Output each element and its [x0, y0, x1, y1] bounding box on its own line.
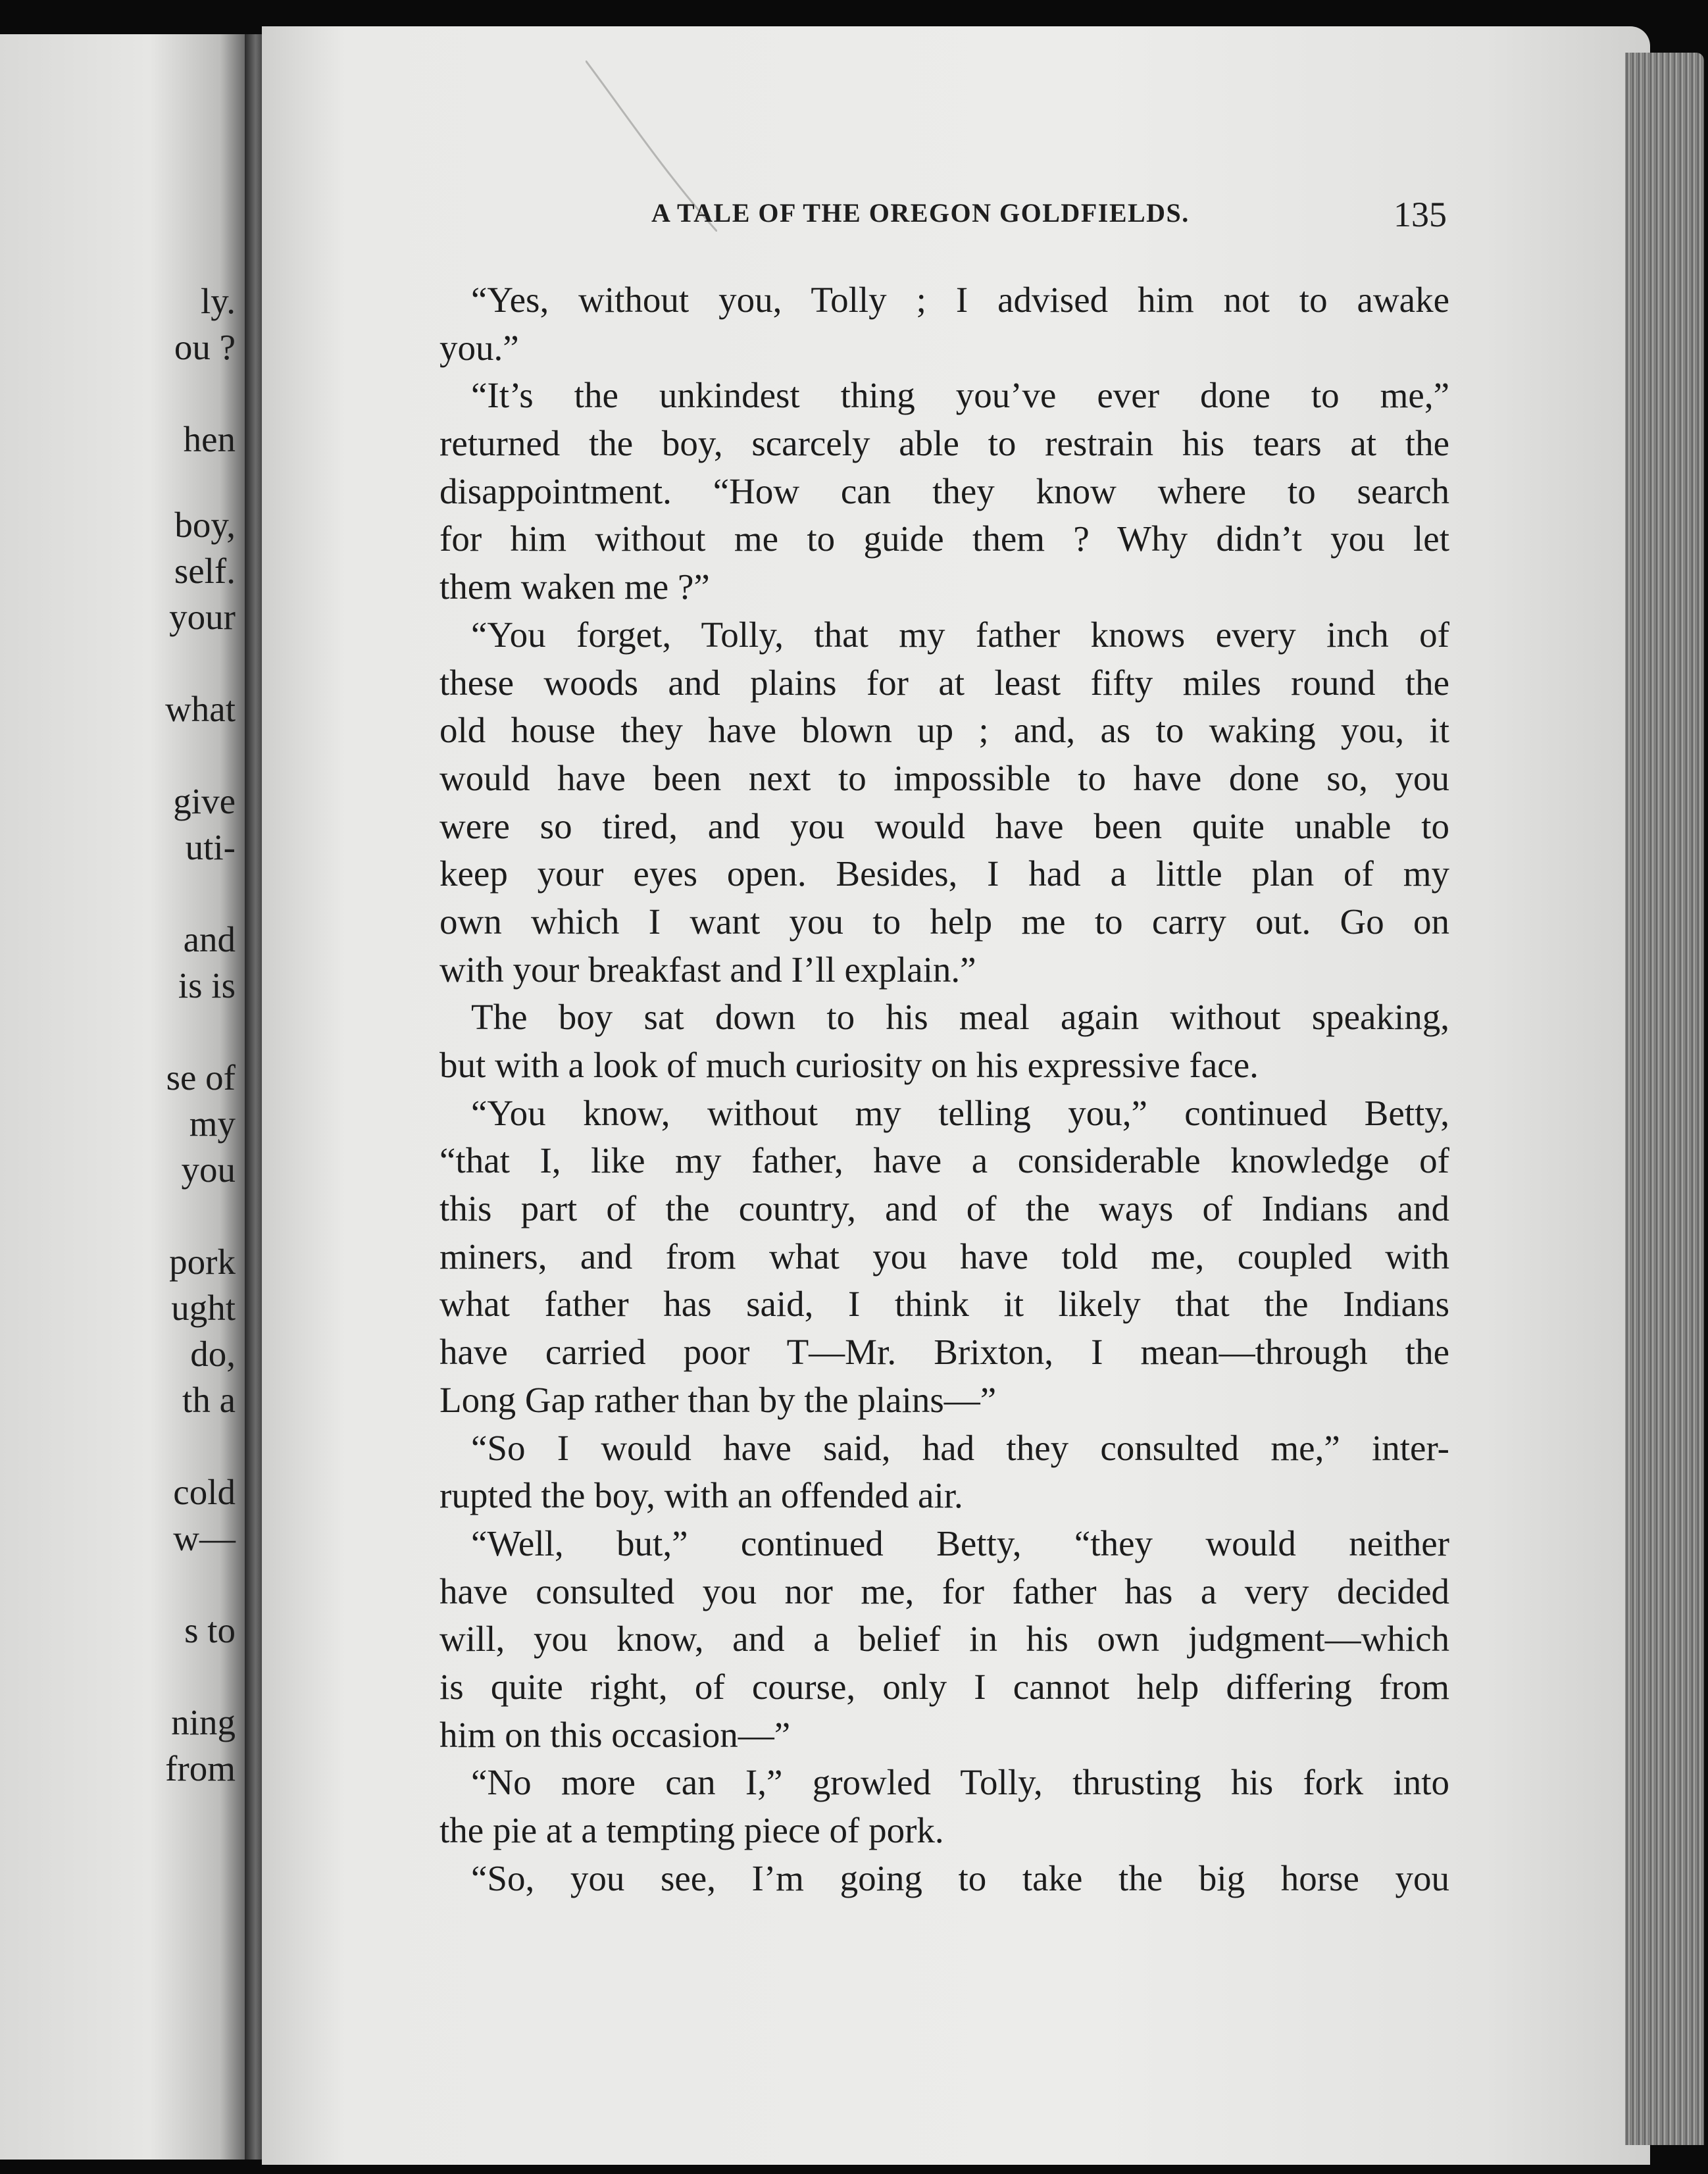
text-line: but with a look of much curiosity on his expressive face. [440, 1045, 1259, 1085]
facing-page-line: w— [173, 1518, 236, 1558]
facing-page-line: self. [174, 551, 236, 591]
text-line: have consulted you nor me, for father has a very decided [440, 1571, 1449, 1611]
body-text [440, 276, 1449, 1902]
text-line: these woods and plains for at least fifty miles round the [440, 662, 1449, 703]
facing-page-line: do, [190, 1334, 236, 1374]
text-line: “Yes, without you, Tolly ; I advised him not to awake [471, 280, 1449, 320]
text-line: will, you know, and a belief in his own judgment—which [440, 1619, 1449, 1659]
facing-page-line: from [165, 1748, 236, 1788]
text-line: “You forget, Tolly, that my father knows every inch of [471, 614, 1449, 655]
text-line: Long Gap rather than by the plains—” [440, 1379, 997, 1420]
facing-page-line: boy, [174, 505, 236, 545]
facing-page-line: cold [173, 1472, 236, 1512]
facing-page-line: ly. [201, 281, 236, 321]
facing-page-line: hen [183, 419, 236, 459]
facing-page-line: ou ? [174, 327, 236, 367]
text-line: keep your eyes open. Besides, I had a little plan of my [440, 853, 1449, 894]
facing-page-line: and [183, 919, 236, 959]
text-line: for him without me to guide them ? Why didn’t you let [440, 518, 1449, 559]
text-line: “So, you see, I’m going to take the big horse you [471, 1858, 1449, 1898]
text-line: disappointment. “How can they know where to search [440, 470, 1449, 511]
text-line: you.” [440, 327, 519, 368]
text-line: this part of the country, and of the ways of Indians and [440, 1188, 1449, 1229]
facing-page-line: is is [178, 965, 236, 1005]
facing-page-line: pork [169, 1242, 236, 1282]
facing-page-line: what [165, 689, 236, 729]
text-line: miners, and from what you have told me, coupled with [440, 1236, 1449, 1277]
page-fore-edge [1625, 53, 1704, 2145]
text-line: own which I want you to help me to carry out. Go on [440, 901, 1449, 942]
text-line: them waken me ?” [440, 567, 710, 607]
facing-page [0, 34, 250, 2160]
text-line: “that I, like my father, have a considerable knowledge of [440, 1140, 1449, 1181]
facing-page-line: ning [171, 1702, 236, 1742]
text-line: rupted the boy, with an offended air. [440, 1475, 963, 1516]
text-line: The boy sat down to his meal again without speaking, [471, 997, 1449, 1038]
text-line: him on this occasion—” [440, 1714, 791, 1755]
text-line: were so tired, and you would have been quite unable to [440, 805, 1449, 846]
text-line: the pie at a tempting piece of pork. [440, 1810, 944, 1850]
facing-page-line: your [169, 597, 236, 637]
text-line: with your breakfast and I’ll explain.” [440, 949, 976, 990]
text-line: returned the boy, scarcely able to restrain his tears at the [440, 423, 1449, 464]
facing-page-line: uti- [185, 827, 236, 867]
page-number: 135 [1394, 195, 1447, 234]
facing-page-line: th a [182, 1380, 236, 1420]
text-line: “It’s the unkindest thing you’ve ever done to me,” [471, 375, 1449, 416]
text-line: “You know, without my telling you,” continued Betty, [471, 1092, 1449, 1133]
text-line: old house they have blown up ; and, as to waking you, it [440, 710, 1449, 751]
text-line: “No more can I,” growled Tolly, thrusting his fork into [471, 1762, 1449, 1803]
facing-page-line: se of [166, 1057, 236, 1098]
text-line: “Well, but,” continued Betty, “they would neither [471, 1523, 1449, 1563]
text-line: is quite right, of course, only I cannot help differing from [440, 1666, 1449, 1707]
facing-page-line: ught [171, 1288, 236, 1328]
text-line: what father has said, I think it likely that the Indians [440, 1284, 1449, 1325]
text-line: would have been next to impossible to have done so, you [440, 757, 1449, 798]
text-line: have carried poor T—Mr. Brixton, I mean—through the [440, 1332, 1449, 1373]
facing-page-line: you [181, 1150, 236, 1190]
text-line: “So I would have said, had they consulted me,” inter- [471, 1427, 1449, 1468]
facing-page-line: my [189, 1103, 236, 1144]
running-header: A TALE OF THE OREGON GOLDFIELDS. [651, 198, 1190, 228]
facing-page-line: s to [184, 1610, 236, 1650]
facing-page-line: give [173, 781, 236, 821]
